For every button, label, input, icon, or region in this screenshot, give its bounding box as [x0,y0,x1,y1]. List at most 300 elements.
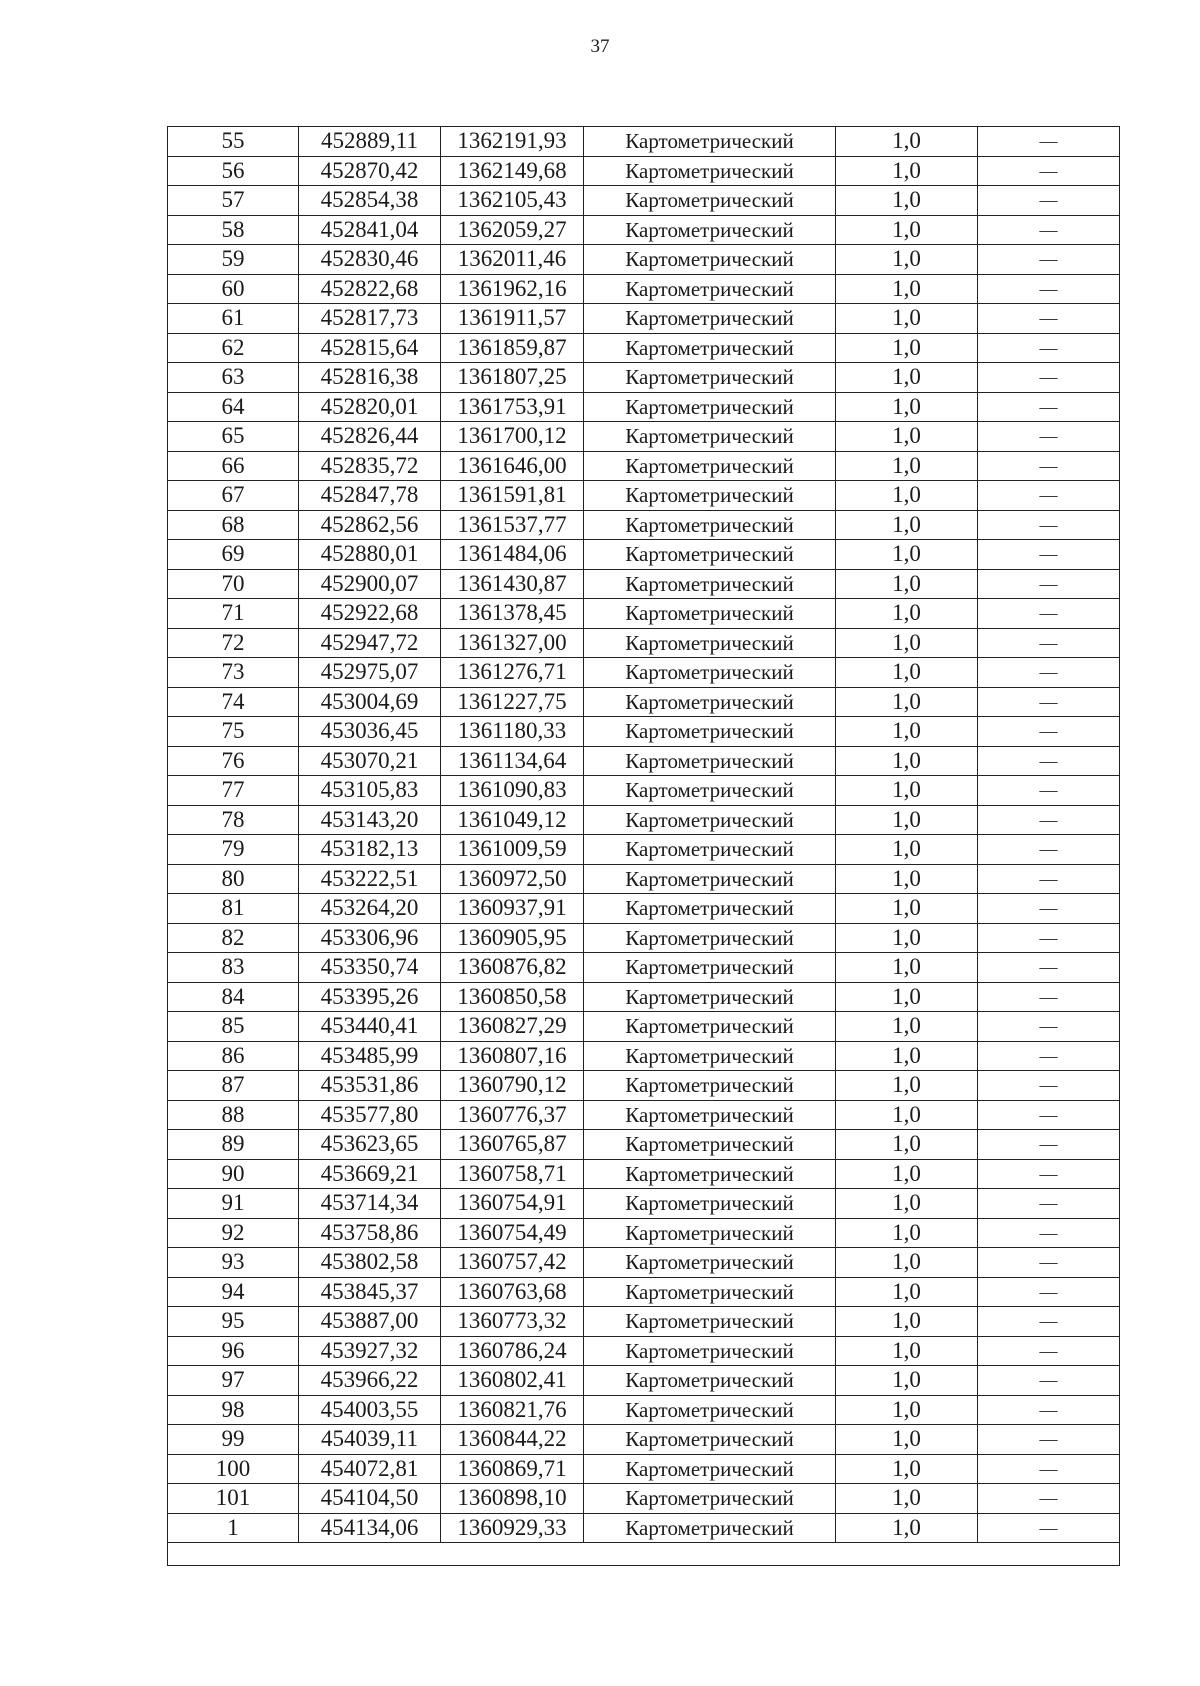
accuracy-cell: 1,0 [836,687,978,717]
method-cell: Картометрический [584,1395,836,1425]
accuracy-cell: 1,0 [836,776,978,806]
note-cell: — [978,717,1120,747]
table-row [168,923,1120,953]
y-coordinate-cell: 1360758,71 [441,1159,584,1189]
note-cell: — [978,658,1120,688]
accuracy-cell: 1,0 [836,333,978,363]
accuracy-cell: 1,0 [836,1425,978,1455]
table-row [168,894,1120,924]
note-cell: — [978,245,1120,275]
x-coordinate-cell: 452870,42 [299,156,441,186]
accuracy-cell: 1,0 [836,982,978,1012]
y-coordinate-cell: 1361591,81 [441,481,584,511]
point-number-cell: 1 [168,1513,299,1543]
table-row [168,363,1120,393]
note-cell: — [978,1454,1120,1484]
point-number-cell: 80 [168,864,299,894]
table-row [168,156,1120,186]
x-coordinate-cell: 452889,11 [299,127,441,157]
point-number-cell: 95 [168,1307,299,1337]
method-cell: Картометрический [584,1189,836,1219]
table-row [168,835,1120,865]
accuracy-cell: 1,0 [836,1012,978,1042]
method-cell: Картометрический [584,333,836,363]
table-row [168,805,1120,835]
y-coordinate-cell: 1360905,95 [441,923,584,953]
table-row [168,1012,1120,1042]
y-coordinate-cell: 1361537,77 [441,510,584,540]
x-coordinate-cell: 452880,01 [299,540,441,570]
accuracy-cell: 1,0 [836,599,978,629]
y-coordinate-cell: 1361859,87 [441,333,584,363]
accuracy-cell: 1,0 [836,451,978,481]
table-row [168,1366,1120,1396]
point-number-cell: 101 [168,1484,299,1514]
note-cell: — [978,540,1120,570]
table-row [168,1513,1120,1543]
method-cell: Картометрический [584,156,836,186]
point-number-cell: 68 [168,510,299,540]
note-cell: — [978,1041,1120,1071]
method-cell: Картометрический [584,1454,836,1484]
x-coordinate-cell: 453222,51 [299,864,441,894]
x-coordinate-cell: 453887,00 [299,1307,441,1337]
x-coordinate-cell: 452816,38 [299,363,441,393]
table-row [168,215,1120,245]
point-number-cell: 82 [168,923,299,953]
method-cell: Картометрический [584,953,836,983]
x-coordinate-cell: 454104,50 [299,1484,441,1514]
table-row [168,481,1120,511]
accuracy-cell: 1,0 [836,304,978,334]
point-number-cell: 99 [168,1425,299,1455]
note-cell: — [978,215,1120,245]
accuracy-cell: 1,0 [836,422,978,452]
method-cell: Картометрический [584,835,836,865]
accuracy-cell: 1,0 [836,1218,978,1248]
x-coordinate-cell: 452862,56 [299,510,441,540]
y-coordinate-cell: 1361009,59 [441,835,584,865]
y-coordinate-cell: 1360850,58 [441,982,584,1012]
y-coordinate-cell: 1360972,50 [441,864,584,894]
table-row [168,1336,1120,1366]
point-number-cell: 76 [168,746,299,776]
method-cell: Картометрический [584,215,836,245]
method-cell: Картометрический [584,1277,836,1307]
note-cell: — [978,864,1120,894]
x-coordinate-cell: 453758,86 [299,1218,441,1248]
y-coordinate-cell: 1361753,91 [441,392,584,422]
table-row [168,599,1120,629]
x-coordinate-cell: 452817,73 [299,304,441,334]
accuracy-cell: 1,0 [836,186,978,216]
table-row [168,1307,1120,1337]
point-number-cell: 86 [168,1041,299,1071]
method-cell: Картометрический [584,274,836,304]
x-coordinate-cell: 453350,74 [299,953,441,983]
method-cell: Картометрический [584,746,836,776]
table-row [168,1100,1120,1130]
accuracy-cell: 1,0 [836,1189,978,1219]
point-number-cell: 93 [168,1248,299,1278]
method-cell: Картометрический [584,1513,836,1543]
y-coordinate-cell: 1361090,83 [441,776,584,806]
accuracy-cell: 1,0 [836,481,978,511]
accuracy-cell: 1,0 [836,1248,978,1278]
note-cell: — [978,363,1120,393]
accuracy-cell: 1,0 [836,1307,978,1337]
point-number-cell: 66 [168,451,299,481]
y-coordinate-cell: 1360869,71 [441,1454,584,1484]
note-cell: — [978,569,1120,599]
x-coordinate-cell: 452815,64 [299,333,441,363]
point-number-cell: 98 [168,1395,299,1425]
accuracy-cell: 1,0 [836,1130,978,1160]
note-cell: — [978,1395,1120,1425]
x-coordinate-cell: 453966,22 [299,1366,441,1396]
table-row [168,1425,1120,1455]
accuracy-cell: 1,0 [836,894,978,924]
y-coordinate-cell: 1360790,12 [441,1071,584,1101]
table-row [168,746,1120,776]
accuracy-cell: 1,0 [836,835,978,865]
method-cell: Картометрический [584,982,836,1012]
note-cell: — [978,805,1120,835]
note-cell: — [978,1277,1120,1307]
y-coordinate-cell: 1360844,22 [441,1425,584,1455]
point-number-cell: 77 [168,776,299,806]
page-number: 37 [590,36,610,57]
point-number-cell: 57 [168,186,299,216]
y-coordinate-cell: 1361134,64 [441,746,584,776]
table-row [168,1484,1120,1514]
point-number-cell: 94 [168,1277,299,1307]
table-row [168,864,1120,894]
y-coordinate-cell: 1361484,06 [441,540,584,570]
accuracy-cell: 1,0 [836,923,978,953]
x-coordinate-cell: 452900,07 [299,569,441,599]
method-cell: Картометрический [584,451,836,481]
accuracy-cell: 1,0 [836,1100,978,1130]
note-cell: — [978,776,1120,806]
note-cell: — [978,923,1120,953]
table-row [168,1218,1120,1248]
y-coordinate-cell: 1360802,41 [441,1366,584,1396]
method-cell: Картометрический [584,599,836,629]
x-coordinate-cell: 454039,11 [299,1425,441,1455]
point-number-cell: 72 [168,628,299,658]
y-coordinate-cell: 1360937,91 [441,894,584,924]
method-cell: Картометрический [584,1425,836,1455]
point-number-cell: 60 [168,274,299,304]
note-cell: — [978,1189,1120,1219]
point-number-cell: 56 [168,156,299,186]
table-row [168,569,1120,599]
point-number-cell: 90 [168,1159,299,1189]
x-coordinate-cell: 452835,72 [299,451,441,481]
point-number-cell: 96 [168,1336,299,1366]
y-coordinate-cell: 1361646,00 [441,451,584,481]
y-coordinate-cell: 1361227,75 [441,687,584,717]
table-row [168,1071,1120,1101]
note-cell: — [978,835,1120,865]
accuracy-cell: 1,0 [836,1395,978,1425]
accuracy-cell: 1,0 [836,1454,978,1484]
method-cell: Картометрический [584,481,836,511]
y-coordinate-cell: 1361276,71 [441,658,584,688]
method-cell: Картометрический [584,1041,836,1071]
y-coordinate-cell: 1360827,29 [441,1012,584,1042]
table-row [168,510,1120,540]
point-number-cell: 88 [168,1100,299,1130]
method-cell: Картометрический [584,569,836,599]
y-coordinate-cell: 1362191,93 [441,127,584,157]
x-coordinate-cell: 453669,21 [299,1159,441,1189]
y-coordinate-cell: 1361327,00 [441,628,584,658]
y-coordinate-cell: 1360763,68 [441,1277,584,1307]
note-cell: — [978,481,1120,511]
note-cell: — [978,982,1120,1012]
point-number-cell: 69 [168,540,299,570]
accuracy-cell: 1,0 [836,1071,978,1101]
accuracy-cell: 1,0 [836,628,978,658]
note-cell: — [978,1336,1120,1366]
table-row [168,274,1120,304]
method-cell: Картометрический [584,864,836,894]
table-row [168,687,1120,717]
note-cell: — [978,1425,1120,1455]
note-cell: — [978,1248,1120,1278]
method-cell: Картометрический [584,1071,836,1101]
note-cell: — [978,1130,1120,1160]
table-row [168,127,1120,157]
table-empty-row [168,1543,1120,1566]
coordinates-table-body [168,127,1120,1566]
accuracy-cell: 1,0 [836,1336,978,1366]
accuracy-cell: 1,0 [836,392,978,422]
point-number-cell: 79 [168,835,299,865]
table-row [168,658,1120,688]
point-number-cell: 81 [168,894,299,924]
x-coordinate-cell: 454072,81 [299,1454,441,1484]
table-row [168,1130,1120,1160]
x-coordinate-cell: 452826,44 [299,422,441,452]
point-number-cell: 83 [168,953,299,983]
x-coordinate-cell: 453440,41 [299,1012,441,1042]
x-coordinate-cell: 453182,13 [299,835,441,865]
y-coordinate-cell: 1360929,33 [441,1513,584,1543]
point-number-cell: 65 [168,422,299,452]
accuracy-cell: 1,0 [836,717,978,747]
accuracy-cell: 1,0 [836,215,978,245]
point-number-cell: 55 [168,127,299,157]
x-coordinate-cell: 453802,58 [299,1248,441,1278]
point-number-cell: 100 [168,1454,299,1484]
note-cell: — [978,127,1120,157]
x-coordinate-cell: 453264,20 [299,894,441,924]
note-cell: — [978,274,1120,304]
table-row [168,982,1120,1012]
point-number-cell: 64 [168,392,299,422]
x-coordinate-cell: 453036,45 [299,717,441,747]
point-number-cell: 97 [168,1366,299,1396]
x-coordinate-cell: 452922,68 [299,599,441,629]
note-cell: — [978,1159,1120,1189]
method-cell: Картометрический [584,894,836,924]
accuracy-cell: 1,0 [836,156,978,186]
x-coordinate-cell: 452830,46 [299,245,441,275]
method-cell: Картометрический [584,1366,836,1396]
x-coordinate-cell: 452947,72 [299,628,441,658]
note-cell: — [978,1484,1120,1514]
x-coordinate-cell: 453927,32 [299,1336,441,1366]
y-coordinate-cell: 1361430,87 [441,569,584,599]
method-cell: Картометрический [584,1218,836,1248]
x-coordinate-cell: 454003,55 [299,1395,441,1425]
point-number-cell: 59 [168,245,299,275]
y-coordinate-cell: 1361807,25 [441,363,584,393]
table-row [168,540,1120,570]
y-coordinate-cell: 1360773,32 [441,1307,584,1337]
x-coordinate-cell: 453623,65 [299,1130,441,1160]
accuracy-cell: 1,0 [836,274,978,304]
note-cell: — [978,894,1120,924]
table-row [168,1454,1120,1484]
method-cell: Картометрический [584,628,836,658]
table-row [168,953,1120,983]
point-number-cell: 84 [168,982,299,1012]
method-cell: Картометрический [584,245,836,275]
method-cell: Картометрический [584,687,836,717]
table-row [168,422,1120,452]
method-cell: Картометрический [584,540,836,570]
note-cell: — [978,1012,1120,1042]
x-coordinate-cell: 452847,78 [299,481,441,511]
y-coordinate-cell: 1360776,37 [441,1100,584,1130]
y-coordinate-cell: 1362149,68 [441,156,584,186]
x-coordinate-cell: 452854,38 [299,186,441,216]
method-cell: Картометрический [584,392,836,422]
point-number-cell: 75 [168,717,299,747]
method-cell: Картометрический [584,363,836,393]
x-coordinate-cell: 453845,37 [299,1277,441,1307]
point-number-cell: 92 [168,1218,299,1248]
note-cell: — [978,953,1120,983]
accuracy-cell: 1,0 [836,1366,978,1396]
note-cell: — [978,628,1120,658]
x-coordinate-cell: 453105,83 [299,776,441,806]
method-cell: Картометрический [584,422,836,452]
y-coordinate-cell: 1362059,27 [441,215,584,245]
note-cell: — [978,1218,1120,1248]
method-cell: Картометрический [584,1484,836,1514]
accuracy-cell: 1,0 [836,245,978,275]
empty-cell [168,1543,1120,1566]
accuracy-cell: 1,0 [836,127,978,157]
x-coordinate-cell: 453485,99 [299,1041,441,1071]
point-number-cell: 85 [168,1012,299,1042]
method-cell: Картометрический [584,1248,836,1278]
point-number-cell: 89 [168,1130,299,1160]
x-coordinate-cell: 453070,21 [299,746,441,776]
method-cell: Картометрический [584,1159,836,1189]
x-coordinate-cell: 453395,26 [299,982,441,1012]
note-cell: — [978,156,1120,186]
accuracy-cell: 1,0 [836,864,978,894]
x-coordinate-cell: 454134,06 [299,1513,441,1543]
note-cell: — [978,1071,1120,1101]
table-row [168,1248,1120,1278]
method-cell: Картометрический [584,1012,836,1042]
accuracy-cell: 1,0 [836,1484,978,1514]
method-cell: Картометрический [584,1307,836,1337]
note-cell: — [978,510,1120,540]
point-number-cell: 73 [168,658,299,688]
table-row [168,333,1120,363]
y-coordinate-cell: 1362105,43 [441,186,584,216]
note-cell: — [978,392,1120,422]
table-row [168,1189,1120,1219]
table-row [168,1277,1120,1307]
x-coordinate-cell: 453531,86 [299,1071,441,1101]
accuracy-cell: 1,0 [836,953,978,983]
coordinates-table [167,126,1120,1566]
note-cell: — [978,1307,1120,1337]
method-cell: Картометрический [584,1336,836,1366]
point-number-cell: 62 [168,333,299,363]
note-cell: — [978,1366,1120,1396]
accuracy-cell: 1,0 [836,540,978,570]
point-number-cell: 67 [168,481,299,511]
y-coordinate-cell: 1360807,16 [441,1041,584,1071]
note-cell: — [978,1513,1120,1543]
method-cell: Картометрический [584,658,836,688]
table-row [168,717,1120,747]
note-cell: — [978,186,1120,216]
x-coordinate-cell: 453714,34 [299,1189,441,1219]
y-coordinate-cell: 1360757,42 [441,1248,584,1278]
x-coordinate-cell: 452841,04 [299,215,441,245]
accuracy-cell: 1,0 [836,1159,978,1189]
point-number-cell: 71 [168,599,299,629]
table-row [168,1159,1120,1189]
accuracy-cell: 1,0 [836,746,978,776]
y-coordinate-cell: 1360876,82 [441,953,584,983]
method-cell: Картометрический [584,127,836,157]
y-coordinate-cell: 1361911,57 [441,304,584,334]
accuracy-cell: 1,0 [836,1041,978,1071]
accuracy-cell: 1,0 [836,1513,978,1543]
method-cell: Картометрический [584,776,836,806]
y-coordinate-cell: 1361378,45 [441,599,584,629]
table-row [168,1395,1120,1425]
accuracy-cell: 1,0 [836,569,978,599]
x-coordinate-cell: 453004,69 [299,687,441,717]
point-number-cell: 70 [168,569,299,599]
note-cell: — [978,333,1120,363]
x-coordinate-cell: 453577,80 [299,1100,441,1130]
y-coordinate-cell: 1361180,33 [441,717,584,747]
y-coordinate-cell: 1361700,12 [441,422,584,452]
x-coordinate-cell: 452820,01 [299,392,441,422]
method-cell: Картометрический [584,1100,836,1130]
method-cell: Картометрический [584,1130,836,1160]
point-number-cell: 58 [168,215,299,245]
y-coordinate-cell: 1360754,91 [441,1189,584,1219]
y-coordinate-cell: 1361049,12 [441,805,584,835]
table-row [168,392,1120,422]
note-cell: — [978,746,1120,776]
